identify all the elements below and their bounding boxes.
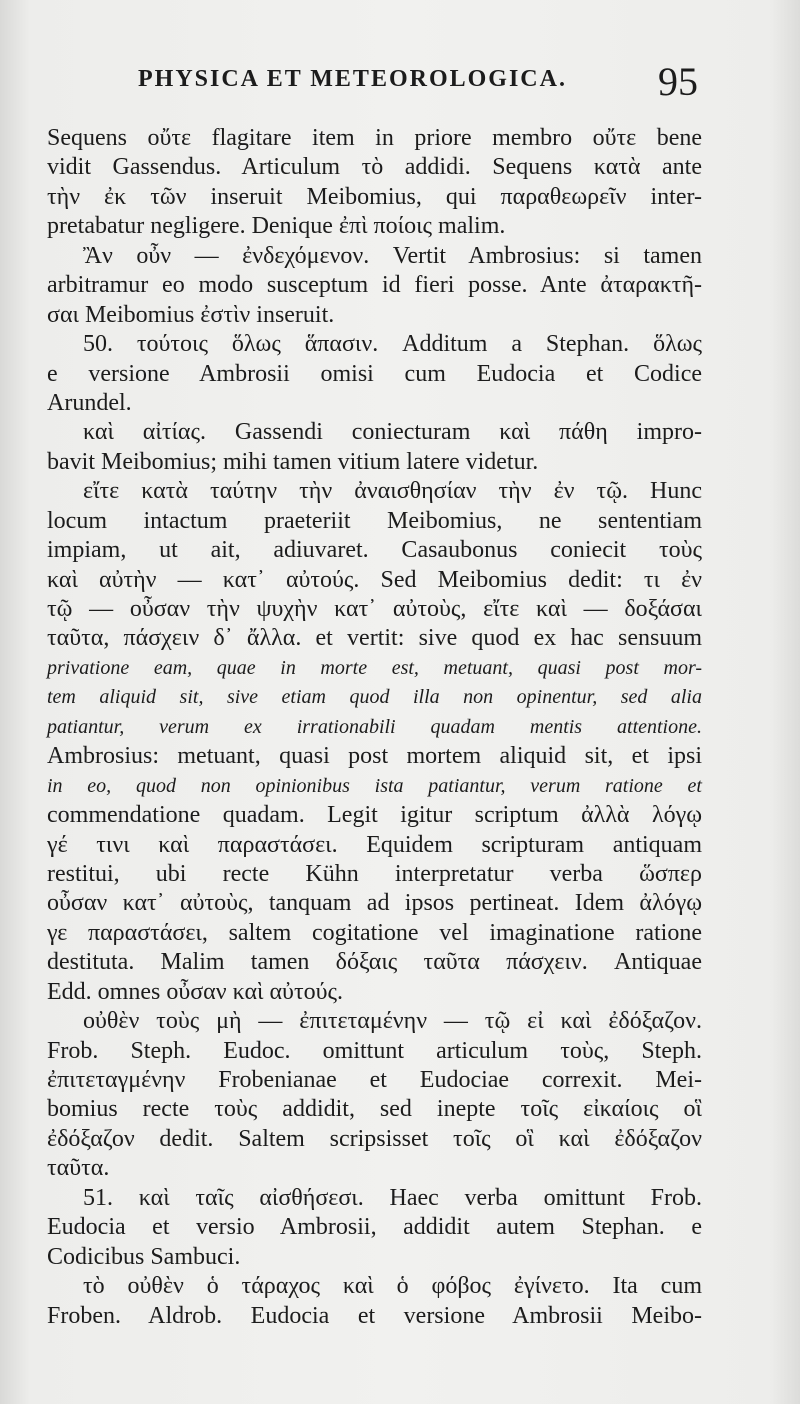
text-line: ταῦτα.: [47, 1155, 110, 1182]
text-body: [47, 124, 702, 1331]
text-line: Froben. Aldrob. Eudocia et versione Ambrosii Meibo-: [47, 1302, 702, 1329]
text-line: bomius recte τοὺς addidit, sed inepte τοῖς εἰκαίοις οἳ: [47, 1096, 702, 1123]
text-line: patiantur, verum ex irrationabili quadam mentis attentione.: [47, 715, 702, 738]
text-line: γε παραστάσει, saltem cogitatione vel imaginatione ratione: [47, 919, 702, 946]
text-line: σαι Meibomius ἐστὶν inseruit.: [47, 301, 335, 328]
text-line: ἐδόξαζον dedit. Saltem scripsisset τοῖς οἳ καὶ ἐδόξαζον: [47, 1125, 702, 1152]
text-line: ἐπιτεταγμένην Frobenianae et Eudociae correxit. Mei-: [47, 1067, 702, 1093]
text-line: restitui, ubi recte Kühn interpretatur verba ὥσπερ: [47, 860, 702, 887]
text-line: τὴν ἐκ τῶν inseruit Meibomius, qui παραθεωρεῖν inter-: [47, 183, 702, 210]
running-head: [138, 58, 698, 102]
page-number: 95: [658, 59, 698, 104]
text-line: 51. καὶ ταῖς αἰσθήσεσι. Haec verba omittunt Frob.: [83, 1184, 702, 1211]
text-line: Ἂν οὖν — ἐνδεχόμενον. Vertit Ambrosius: si tamen: [83, 242, 702, 269]
text-line: impiam, ut ait, adiuvaret. Casaubonus coniecit τοὺς: [47, 537, 702, 564]
text-line: γέ τινι καὶ παραστάσει. Equidem scripturam antiquam: [47, 831, 702, 858]
text-line: Sequens οὔτε flagitare item in priore membro οὔτε bene: [47, 125, 702, 151]
text-line: vidit Gassendus. Articulum τὸ addidi. Sequens κατὰ ante: [47, 154, 702, 181]
text-line: tem aliquid sit, sive etiam quod illa non opinentur, sed alia: [47, 686, 702, 709]
running-head-title: PHYSICA ET METEOROLOGICA.: [138, 66, 567, 92]
text-line: privatione eam, quae in morte est, metuant, quasi post mor-: [47, 656, 702, 679]
text-line: Eudocia et versio Ambrosii, addidit autem Stephan. e: [47, 1214, 702, 1241]
text-line: bavit Meibomius; mihi tamen vitium latere videtur.: [47, 448, 539, 475]
text-line: Arundel.: [47, 389, 132, 416]
text-line: καὶ αὐτὴν — κατ᾽ αὐτούς. Sed Meibomius dedit: τι ἐν: [47, 566, 702, 593]
text-line: Frob. Steph. Eudoc. omittunt articulum τοὺς, Steph.: [47, 1037, 702, 1064]
text-line: commendatione quadam. Legit igitur scriptum ἀλλὰ λόγῳ: [47, 802, 702, 829]
text-line: 50. τούτοις ὅλως ἅπασιν. Additum a Stephan. ὅλως: [83, 331, 702, 358]
text-line: τῷ — οὖσαν τὴν ψυχὴν κατ᾽ αὐτοὺς, εἴτε καὶ — δοξάσαι: [47, 596, 702, 622]
text-line: οὖσαν κατ᾽ αὐτοὺς, tanquam ad ipsos pertineat. Idem ἀλόγῳ: [47, 890, 702, 917]
text-line: Codicibus Sambuci.: [47, 1243, 241, 1270]
text-line: Ambrosius: metuant, quasi post mortem aliquid sit, et ipsi: [47, 743, 702, 770]
text-line: ταῦτα, πάσχειν δ᾽ ἄλλα. et vertit: sive quod ex hac sensuum: [47, 625, 702, 652]
text-line: e versione Ambrosii omisi cum Eudocia et Codice: [47, 360, 702, 387]
text-line: καὶ αἰτίας. Gassendi coniecturam καὶ πάθη impro-: [83, 419, 702, 446]
text-line: εἴτε κατὰ ταύτην τὴν ἀναισθησίαν τὴν ἐν τῷ. Hunc: [83, 478, 702, 505]
text-line: in eo, quod non opinionibus ista patiantur, verum ratione et: [47, 774, 702, 797]
text-line: locum intactum praeteriit Meibomius, ne sententiam: [47, 507, 702, 534]
text-line: pretabatur negligere. Denique ἐπὶ ποίοις malim.: [47, 213, 506, 240]
text-line: Edd. omnes οὖσαν καὶ αὐτούς.: [47, 978, 343, 1005]
text-line: τὸ οὐθὲν ὁ τάραχος καὶ ὁ φόβος ἐγίνετο. Ita cum: [83, 1273, 702, 1300]
text-line: destituta. Malim tamen δόξαις ταῦτα πάσχειν. Antiquae: [47, 949, 702, 976]
text-line: οὐθὲν τοὺς μὴ — ἐπιτεταμένην — τῷ εἰ καὶ ἐδόξαζον.: [83, 1008, 702, 1035]
text-line: arbitramur eo modo susceptum id fieri posse. Ante ἀταρακτῆ-: [47, 272, 702, 299]
